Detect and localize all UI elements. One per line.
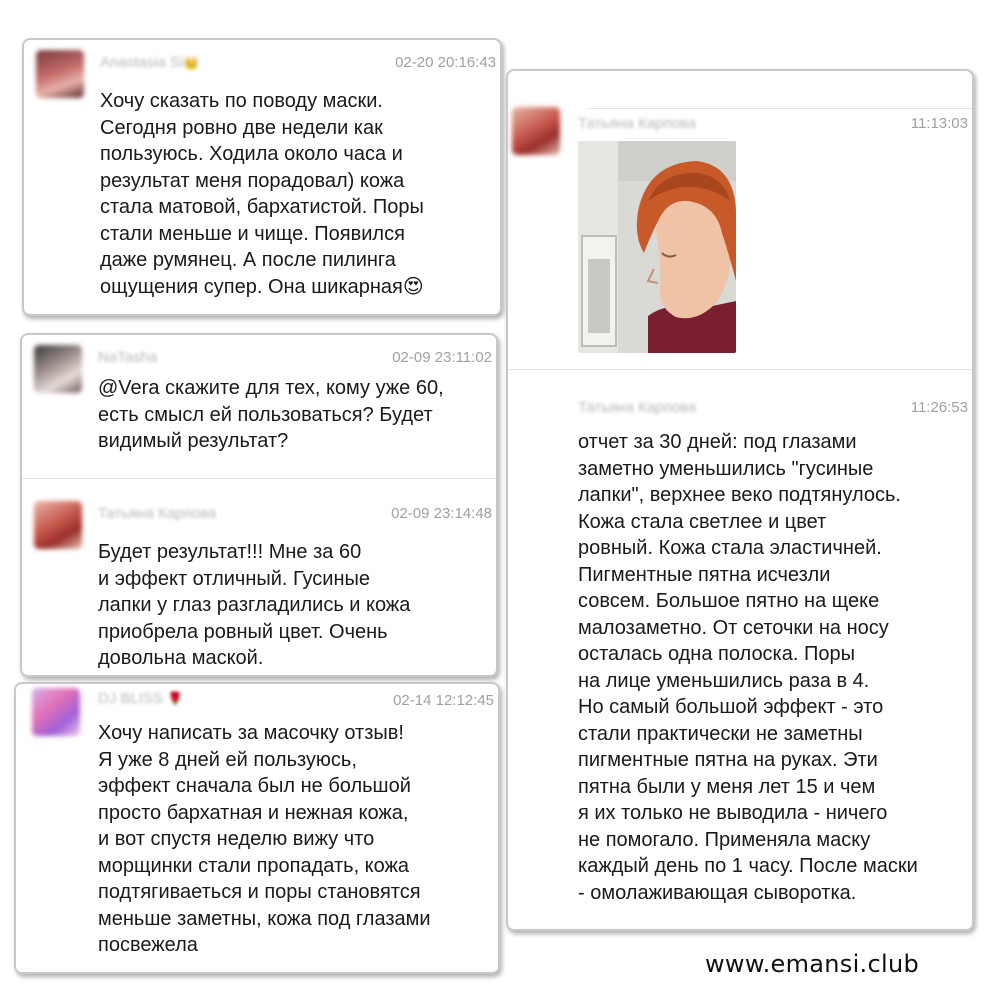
avatar[interactable] xyxy=(34,501,82,549)
username[interactable]: DJ BLISS 🌹 xyxy=(98,690,184,707)
timestamp: 11:26:53 xyxy=(910,399,968,416)
timestamp: 02-09 23:14:48 xyxy=(391,505,492,522)
crown-icon: 👑 xyxy=(183,55,200,70)
username[interactable]: Татьяна Карпова xyxy=(98,505,217,522)
timestamp: 02-09 23:11:02 xyxy=(392,349,492,366)
site-url[interactable]: www.emansi.club xyxy=(705,950,919,978)
divider xyxy=(22,478,496,479)
timestamp: 02-20 20:16:43 xyxy=(395,54,496,71)
message-text: Будет результат!!! Мне за 60 и эффект отличный. Гусиные лапки у глаз разгладились и кожа приобрела ровный цвет. Очень довольна маской. xyxy=(98,541,411,669)
username[interactable]: Татьяна Карпова xyxy=(578,399,697,416)
message-text: Хочу написать за масочку отзыв! Я уже 8 дней ей пользуюсь, эффект сначала был не большой просто бархатная и нежная кожа, и вот спустя неделю вижу что морщинки стали пропадать, кожа подтягиваеться и поры становятся меньше заметны, кожа под глазами посвежела xyxy=(98,722,431,956)
review-card-tatyana xyxy=(506,69,974,931)
avatar[interactable] xyxy=(512,107,560,155)
timestamp: 11:13:03 xyxy=(910,115,968,132)
avatar[interactable] xyxy=(32,688,80,736)
divider xyxy=(588,108,972,109)
username[interactable]: Anastasia Si👑 xyxy=(100,54,200,71)
review-card-thread xyxy=(20,333,498,677)
avatar[interactable] xyxy=(34,345,82,393)
message-text: Хочу сказать по поводу маски. Сегодня ровно две недели как пользуюсь. Ходила около часа и результат меня порадовал) кожа стала матовой, бархатистой. Поры стали меньше и чище. Появился даже румянец. А после пилинга ощущения супер. Она шикарная😍 xyxy=(100,90,424,298)
rose-icon: 🌹 xyxy=(167,691,184,706)
message-text: @Vera скажите для тех, кому уже 60, есть смысл ей пользоваться? Будет видимый результат? xyxy=(98,377,444,452)
timestamp: 02-14 12:12:45 xyxy=(393,692,494,709)
divider xyxy=(508,369,972,370)
photo-attachment[interactable] xyxy=(578,141,736,353)
review-card-dj xyxy=(14,682,500,974)
username[interactable]: NaTasha xyxy=(98,349,158,366)
review-card-anastasia xyxy=(22,38,502,316)
woman-portrait-image xyxy=(578,141,736,353)
username[interactable]: Татьяна Карпова xyxy=(578,115,697,132)
message-text: отчет за 30 дней: под глазами заметно уменьшились "гусиные лапки", верхнее веко подтянулось. Кожа стала светлее и цвет ровный. Кожа стала эластичней. Пигментные пятна исчезли совсем. Большое пятно на щеке малозаметно. От сеточки на носу осталась одна полоска. Поры на лице уменьшились раза в 4. Но самый большой эффект - это стали практически не заметны пигментные пятна на руках. Эти пятна были у меня лет 15 и чем я их только не выводила - ничего не помогало. Применяла маску каждый день по 1 часу. После маски - омолаживающая сыворотка. xyxy=(578,431,918,904)
avatar[interactable] xyxy=(36,50,84,98)
